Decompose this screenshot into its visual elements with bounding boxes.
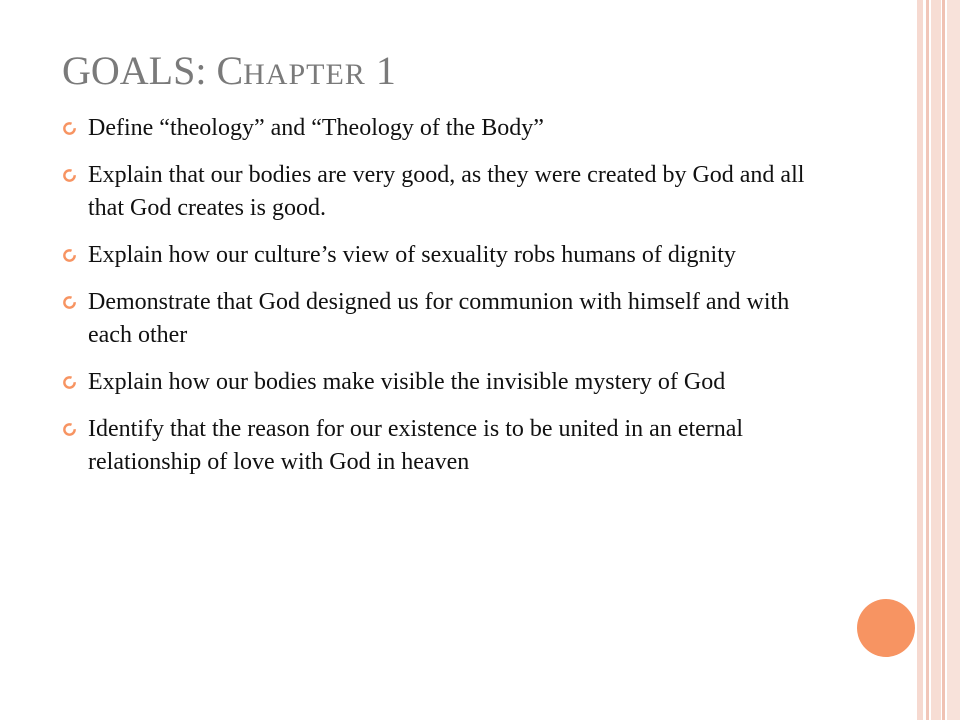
goal-text: Demonstrate that God designed us for communion with himself and with each other — [88, 289, 790, 348]
accent-circle-icon — [857, 599, 915, 657]
title-initial: C — [216, 48, 244, 93]
goal-list — [62, 112, 822, 493]
open-circle-bullet-icon — [62, 422, 77, 437]
decorative-stripe — [947, 0, 960, 720]
decorative-stripe — [942, 0, 945, 720]
goal-text: Explain that our bodies are very good, as they were created by God and all that God creates is good. — [88, 162, 805, 221]
slide-title — [62, 46, 396, 100]
goal-item — [62, 159, 822, 225]
goal-item — [62, 413, 822, 479]
title-prefix: GOALS: — [62, 48, 217, 93]
open-circle-bullet-icon — [62, 375, 77, 390]
goal-item — [62, 286, 822, 352]
goal-text: Explain how our culture’s view of sexuality robs humans of dignity — [88, 242, 736, 268]
goal-item — [62, 239, 822, 272]
decorative-stripe — [926, 0, 929, 720]
decorative-stripe — [917, 0, 923, 720]
title-rest: HAPTER — [243, 58, 366, 91]
goal-text: Identify that the reason for our existence is to be united in an eternal relationship of love with God in heaven — [88, 416, 744, 475]
goal-text: Define “theology” and “Theology of the Body” — [88, 115, 544, 141]
title-number: 1 — [365, 48, 396, 93]
goal-text: Explain how our bodies make visible the invisible mystery of God — [88, 369, 726, 395]
open-circle-bullet-icon — [62, 248, 77, 263]
open-circle-bullet-icon — [62, 295, 77, 310]
open-circle-bullet-icon — [62, 121, 77, 136]
decorative-stripe — [931, 0, 941, 720]
goal-item — [62, 366, 822, 399]
goal-item — [62, 112, 822, 145]
open-circle-bullet-icon — [62, 168, 77, 183]
